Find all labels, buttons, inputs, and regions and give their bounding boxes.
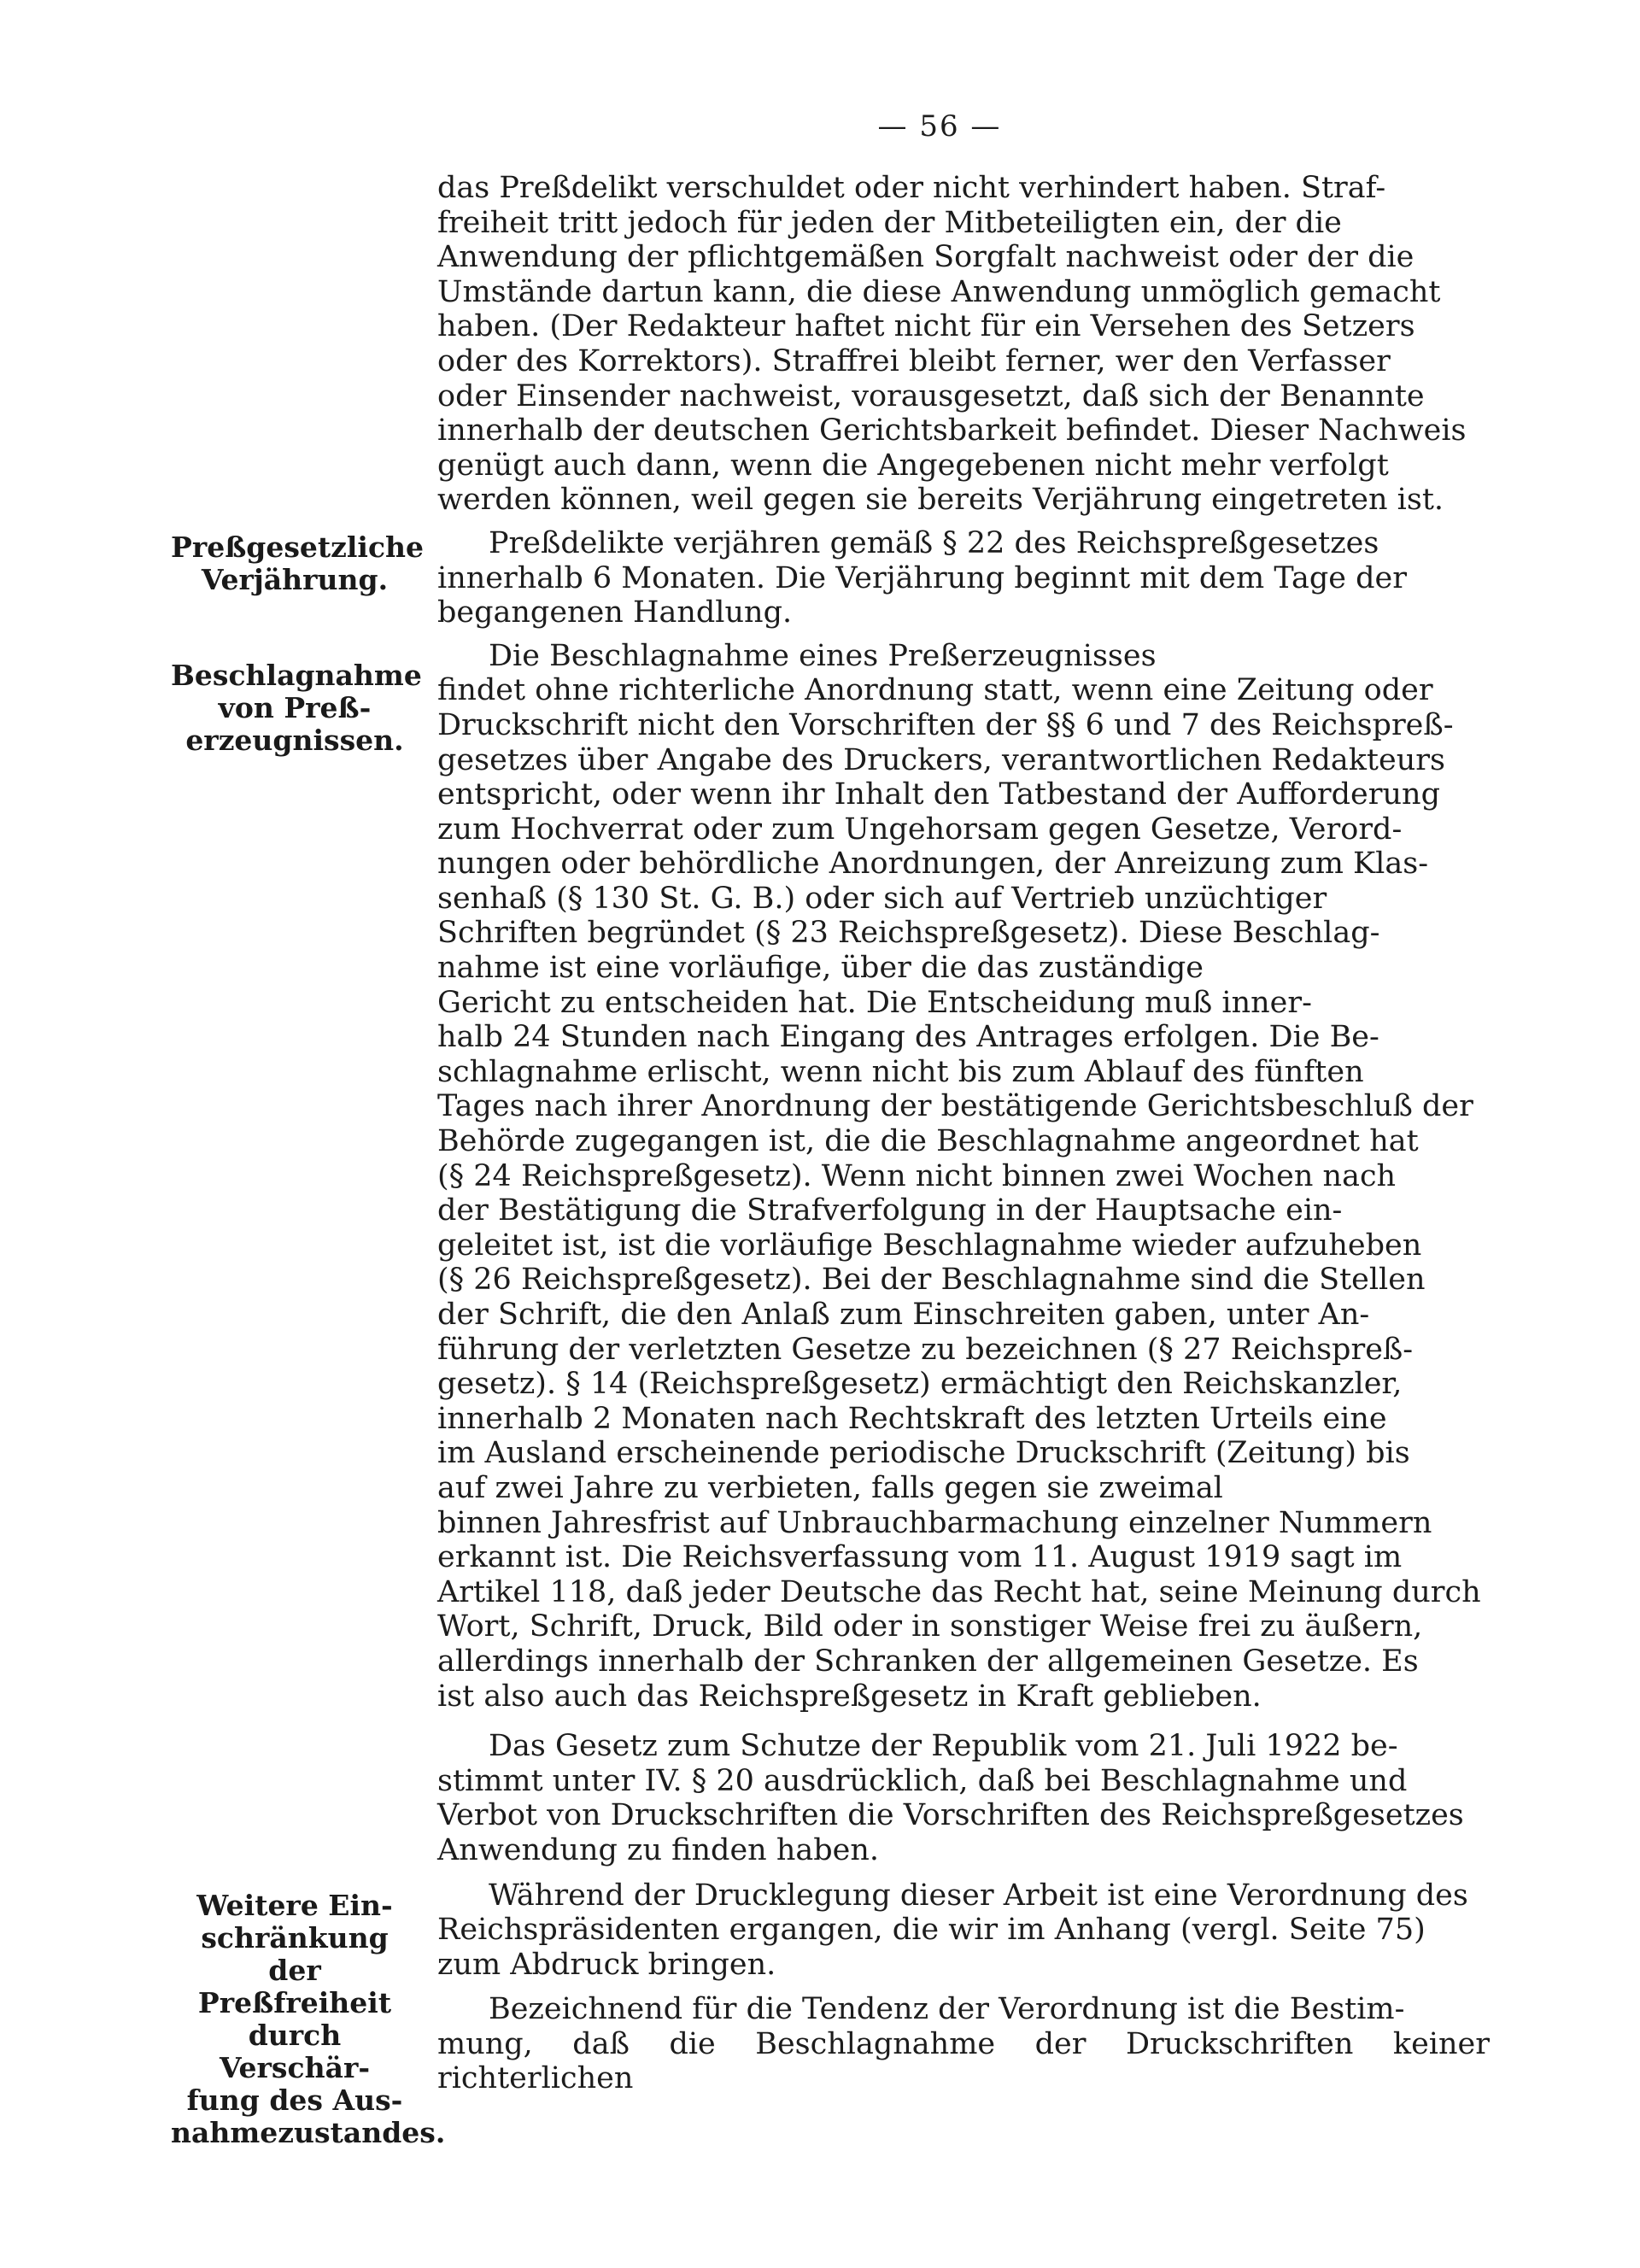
text-line: im Ausland erscheinende periodische Druckschrift (Zeitung) bis <box>437 1436 1410 1471</box>
text-line: findet ohne richterliche Anordnung statt, wenn eine Zeitung oder <box>437 673 1433 708</box>
text-line: innerhalb 2 Monaten nach Rechtskraft des letzten Urteils eine <box>437 1401 1387 1436</box>
text-line: oder Einsender nachweist, vorausgesetzt, daß sich der Benannte <box>437 378 1425 413</box>
text-line: haben. (Der Redakteur haftet nicht für ein Versehen des Setzers <box>437 309 1415 344</box>
margin-note-line: erzeugnissen. <box>185 724 404 757</box>
text-line: der Schrift, die den Anlaß zum Einschreiten gaben, unter An- <box>437 1298 1370 1332</box>
text-line: Anwendung zu finden haben. <box>437 1832 880 1867</box>
text-line: entspricht, oder wenn ihr Inhalt den Tatbestand der Aufforderung <box>437 777 1440 812</box>
text-line: nungen oder behördliche Anordnungen, der Anreizung zum Klas- <box>437 847 1429 882</box>
text-line: Preßdelikte verjähren gemäß § 22 des Reichspreßgesetzes <box>489 525 1379 560</box>
text-line: auf zwei Jahre zu verbieten, falls gegen sie zweimal <box>437 1470 1223 1505</box>
page-number: — 56 — <box>877 109 1002 144</box>
text-line: nahme ist eine vorläufige, über die das zuständige <box>437 951 1204 986</box>
text-line: stimmt unter IV. § 20 ausdrücklich, daß bei Beschlagnahme und <box>437 1763 1408 1798</box>
main-text-column <box>437 171 1490 2096</box>
paragraph-beschlagnahme <box>437 639 1490 1714</box>
text-line: Behörde zugegangen ist, die die Beschlagnahme angeordnet hat <box>437 1124 1419 1159</box>
margin-note-line: durch Verschär- <box>219 2019 371 2084</box>
text-line: Artikel 118, daß jeder Deutsche das Recht hat, seine Meinung durch <box>437 1574 1481 1609</box>
text-line: Bezeichnend für die Tendenz der Verordnung ist die Bestim- <box>489 1992 1405 2027</box>
margin-note-line: nahmezustandes. <box>171 2116 446 2149</box>
text-line: mung, daß die Beschlagnahme der Druckschriften keiner richterlichen <box>437 2026 1490 2096</box>
text-line: zum Hochverrat oder zum Ungehorsam gegen Gesetze, Verord- <box>437 812 1403 847</box>
text-line: gesetz). § 14 (Reichspreßgesetz) ermächtigt den Reichskanzler, <box>437 1367 1403 1402</box>
margin-note-verjaehrung <box>171 530 425 596</box>
margin-note-beschlagnahme <box>171 659 422 757</box>
text-line: innerhalb 6 Monaten. Die Verjährung beginnt mit dem Tage der <box>437 560 1407 595</box>
text-line: Reichspräsidenten ergangen, die wir im Anhang (vergl. Seite 75) <box>437 1913 1426 1948</box>
text-line: halb 24 Stunden nach Eingang des Antrages erfolgen. Die Be- <box>437 1020 1379 1055</box>
text-line: (§ 26 Reichspreßgesetz). Bei der Beschlagnahme sind die Stellen <box>437 1263 1426 1298</box>
margin-note-line: Weitere Ein- <box>196 1889 393 1922</box>
text-line: Wort, Schrift, Druck, Bild oder in sonstiger Weise frei zu äußern, <box>437 1609 1423 1644</box>
margin-note-line: von Preß- <box>218 691 372 724</box>
text-line: binnen Jahresfrist auf Unbrauchbarmachung einzelner Nummern <box>437 1505 1432 1540</box>
paragraph-tendenz <box>437 1992 1490 2096</box>
text-line: schlagnahme erlischt, wenn nicht bis zum Ablauf des fünften <box>437 1054 1364 1089</box>
text-line: ist also auch das Reichspreßgesetz in Kraft geblieben. <box>437 1679 1262 1714</box>
text-line: Das Gesetz zum Schutze der Republik vom 21. Juli 1922 be- <box>489 1729 1398 1764</box>
text-line: werden können, weil gegen sie bereits Verjährung eingetreten ist. <box>437 483 1444 518</box>
text-line: erkannt ist. Die Reichsverfassung vom 11. August 1919 sagt im <box>437 1540 1403 1575</box>
text-line: genügt auch dann, wenn die Angegebenen nicht mehr verfolgt <box>437 448 1389 483</box>
text-line: geleitet ist, ist die vorläufige Beschlagnahme wieder aufzuheben <box>437 1228 1422 1263</box>
margin-note-line: Beschlagnahme <box>171 659 422 692</box>
margin-note-line: schränkung der <box>201 1921 389 1987</box>
text-line: Druckschrift nicht den Vorschriften der §§ 6 und 7 des Reichspreß- <box>437 707 1454 742</box>
text-line: Gericht zu entscheiden hat. Die Entscheidung muß inner- <box>437 985 1312 1020</box>
paragraph-republikschutzgesetz <box>437 1729 1490 1867</box>
text-line: Verbot von Druckschriften die Vorschriften des Reichspreßgesetzes <box>437 1798 1464 1833</box>
text-line: begangenen Handlung. <box>437 595 793 630</box>
text-line: Tages nach ihrer Anordnung der bestätigende Gerichtsbeschluß der <box>437 1089 1473 1124</box>
text-line: freiheit tritt jedoch für jeden der Mitbeteiligten ein, der die <box>437 205 1342 240</box>
paragraph-continuation <box>437 171 1490 518</box>
text-line: Anwendung der pflichtgemäßen Sorgfalt nachweist oder der die <box>437 240 1414 275</box>
margin-note-line: Preßgesetzliche <box>171 530 425 564</box>
text-line: Umstände dartun kann, die diese Anwendung unmöglich gemacht <box>437 274 1441 309</box>
text-line: senhaß (§ 130 St. G. B.) oder sich auf Vertrieb unzüchtiger <box>437 881 1327 916</box>
paragraph-verordnung <box>437 1878 1490 1983</box>
text-line: Während der Drucklegung dieser Arbeit ist eine Verordnung des <box>489 1878 1468 1913</box>
text-line: der Bestätigung die Strafverfolgung in der Hauptsache ein- <box>437 1193 1343 1228</box>
margin-note-line: Verjährung. <box>201 563 389 596</box>
text-line: oder des Korrektors). Straffrei bleibt ferner, wer den Verfasser <box>437 343 1391 378</box>
paragraph-verjaehrung <box>437 526 1490 630</box>
margin-note-line: fung des Aus- <box>186 2083 403 2117</box>
text-line: führung der verletzten Gesetze zu bezeichnen (§ 27 Reichspreß- <box>437 1332 1414 1367</box>
text-line: (§ 24 Reichspreßgesetz). Wenn nicht binnen zwei Wochen nach <box>437 1158 1397 1193</box>
text-line: zum Abdruck bringen. <box>437 1947 776 1982</box>
margin-note-line: Preßfreiheit <box>197 1986 392 2019</box>
text-line: das Preßdelikt verschuldet oder nicht verhindert haben. Straf- <box>437 171 1386 205</box>
text-line: innerhalb der deutschen Gerichtsbarkeit befindet. Dieser Nachweis <box>437 413 1467 448</box>
margin-note-ausnahmezustand <box>171 1889 446 2149</box>
text-line: allerdings innerhalb der Schranken der allgemeinen Gesetze. Es <box>437 1644 1419 1679</box>
text-line: Schriften begründet (§ 23 Reichspreßgesetz). Diese Beschlag- <box>437 916 1380 951</box>
text-line: Die Beschlagnahme eines Preßerzeugnisses <box>489 638 1157 673</box>
text-line: gesetzes über Angabe des Druckers, verantwortlichen Redakteurs <box>437 742 1445 777</box>
